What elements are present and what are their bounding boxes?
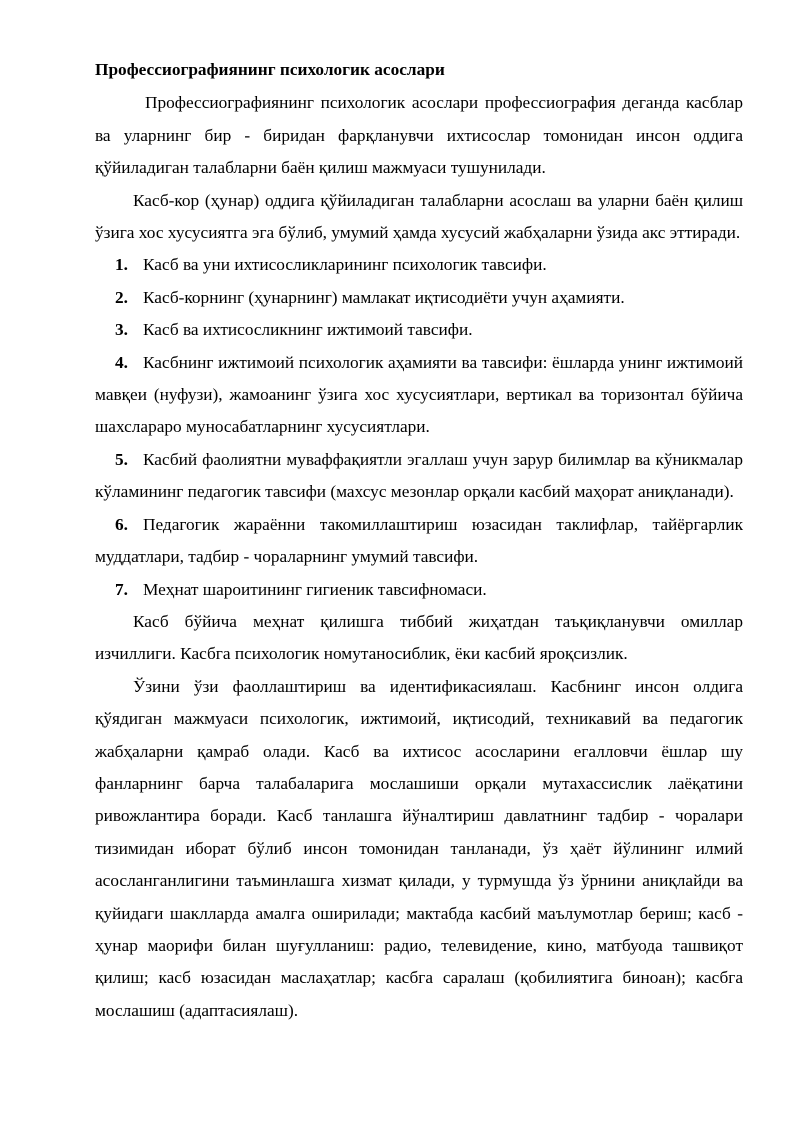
- list-item-text: Касб ва уни ихтисосликларининг психологик тавсифи.: [143, 255, 547, 275]
- paragraph-requirements: Касб-кор (ҳунар) оддига қўйиладиган талабларни асослаш ва уларни баён қилиш ўзига хос хусусиятга эга бўлиб, умумий ҳамда хусусий жабҳаларни ўзида акс эттиради.: [95, 190, 743, 243]
- list-item: [95, 249, 743, 281]
- paragraph-medical-restrictions: Касб бўйича меҳнат қилишга тиббий жиҳатдан таъқиқланувчи омиллар изчиллиги. Касбга психологик номутаносиблик, ёки касбий яроқсизлик.: [95, 611, 743, 664]
- list-item-number: 1.: [115, 255, 128, 275]
- list-item-text: Педагогик жараённи такомиллаштириш юзасидан таклифлар, тайёргарлик муддатлари, тадбир - чораларнинг умумий тавсифи.: [95, 514, 743, 567]
- list-item-text: Касб-корнинг (ҳунарнинг) мамлакат иқтисодиёти учун аҳамияти.: [143, 287, 625, 307]
- list-item-text: Касбнинг ижтимоий психологик аҳамияти ва тавсифи: ёшларда унинг ижтимоий мавқеи (нуфузи), жамоанинг ўзига хос хусусиятлари, вертикал ва торизонтал бўйича шахслараро муносабатларнинг хусусиятлари.: [95, 352, 743, 437]
- list-item-number: 3.: [115, 320, 128, 340]
- paragraph-self-activation: Ўзини ўзи фаоллаштириш ва идентификасиялаш. Касбнинг инсон олдига қўядиган мажмуаси психологик, ижтимоий, иқтисодий, техникавий ва педагогик жабҳаларни қамраб олади. Касб ва ихтисос асосларини егалловчи ёшлар шу фанларнинг барча талабаларига мослашиши орқали мутахассислик лаёқатини ривожлантира боради. Касб танлашга йўналтириш давлатнинг тадбир - чоралари тизимидан иборат бўлиб инсон томонидан танланади, ўз ҳаёт йўлининг илмий асосланганлигини таъминлашга хизмат қилади, у турмушда ўз ўрнини аниқлайди ва қуйидаги шаклларда амалга оширилади; мактабда касбий маълумотлар бериш; касб - ҳунар маорифи билан шуғулланиш: радио, телевидение, кино, матбуода ташвиқот қилиш; касб юзасидан маслаҳатлар; касбга саралаш (қобилиятига биноан); касбга мослашиш (адаптасиялаш).: [95, 676, 743, 1020]
- document-page: [95, 54, 743, 1027]
- list-item: [95, 347, 743, 444]
- list-item: [95, 314, 743, 346]
- list-item-number: 7.: [115, 579, 128, 599]
- paragraph-definition: Профессиографиянинг психологик асослари профессиография деганда касблар ва уларнинг бир - биридан фарқланувчи ихтисослар томонидан инсон оддига қўйиладиган талабларни баён қилиш мажмуаси тушунилади.: [95, 93, 743, 178]
- numbered-list: [95, 249, 743, 605]
- list-item-number: 2.: [115, 287, 128, 307]
- list-item-text: Касбий фаолиятни муваффақиятли эгаллаш учун зарур билимлар ва кўникмалар кўламининг педагогик тавсифи (махсус мезонлар орқали касбий маҳорат аниқланади).: [95, 449, 743, 502]
- list-item: [95, 509, 743, 574]
- list-item-text: Меҳнат шароитининг гигиеник тавсифномаси.: [143, 579, 487, 599]
- document-title: Профессиографиянинг психологик асослари: [95, 60, 445, 79]
- list-item-text: Касб ва ихтисосликнинг ижтимоий тавсифи.: [143, 320, 473, 340]
- list-item-number: 5.: [115, 449, 128, 469]
- list-item: [95, 574, 743, 606]
- list-item-number: 4.: [115, 352, 128, 372]
- list-item: [95, 444, 743, 509]
- list-item: [95, 282, 743, 314]
- list-item-number: 6.: [115, 514, 128, 534]
